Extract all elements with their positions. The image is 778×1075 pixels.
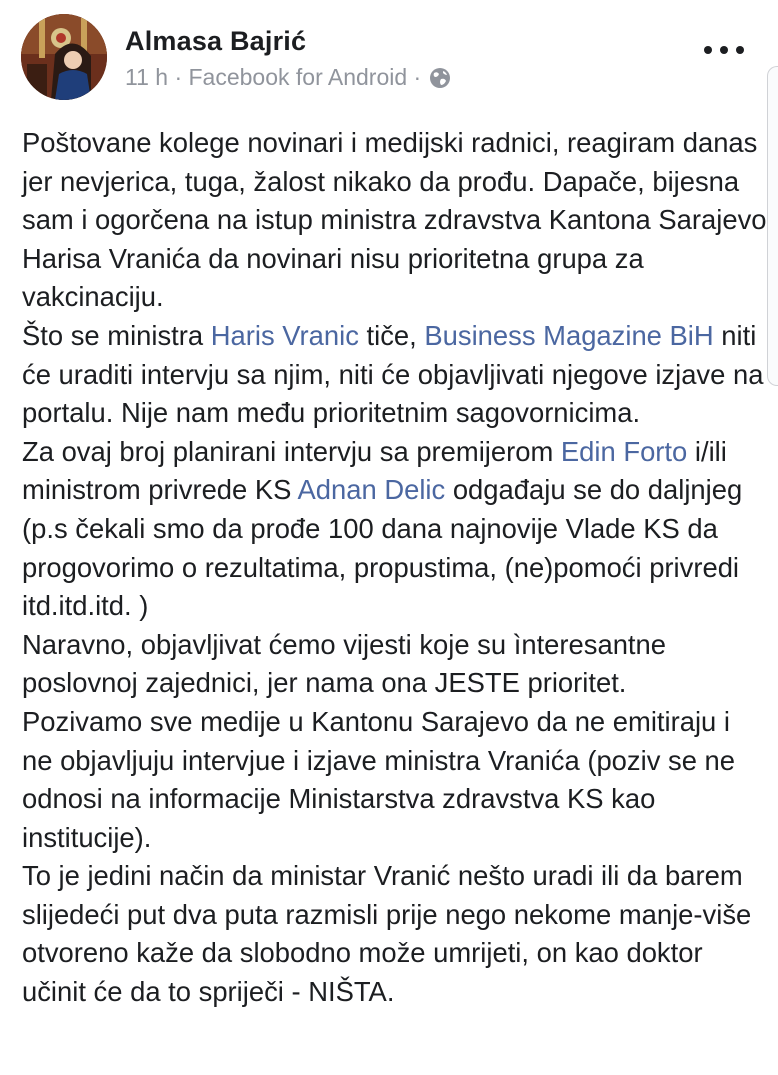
post-body	[22, 124, 767, 1012]
post-text: odgađaju se do daljnjeg (p.s čekali smo da prođe 100 dana najnovije Vlade KS da progovorimo o rezultatima, propustima, (ne)pomoći privredi itd.itd.itd. )	[22, 474, 743, 622]
avatar-image	[21, 14, 107, 100]
mention-link[interactable]: Edin Forto	[560, 435, 688, 467]
post-text: Naravno, objavljivat ćemo vijesti koje su ìnteresantne poslovnoj zajednici, jer nama ona JESTE prioritet.	[22, 628, 667, 699]
post-text: To je jedini način da ministar Vranić nešto uradi ili da barem slijedeći put dva puta razmisli prije nego nekome manje-više otvoreno kaže da slobodno može umrijeti, on kao doktor učinit će da to spriječi - NIŠTA.	[22, 860, 752, 1008]
post-meta-text[interactable]: 11 h · Facebook for Android ·	[125, 64, 422, 90]
dot	[720, 46, 728, 54]
more-options-icon[interactable]	[700, 42, 748, 58]
post-text: Za ovaj broj planirani intervju sa premijerom	[22, 435, 561, 467]
post-paragraph	[22, 703, 767, 857]
dot	[736, 46, 744, 54]
post-text: niti će uraditi intervju sa njim, niti će objavljivati njegove izjave na portalu. Nije nam među prioritetnim sagovornicima.	[22, 319, 764, 429]
mention-link[interactable]: Haris Vranic	[210, 319, 359, 351]
post-paragraph	[22, 857, 767, 1011]
globe-icon[interactable]	[429, 67, 451, 89]
post-text: Pozivamo sve medije u Kantonu Sarajevo da ne emitiraju i ne objavljuju intervjue i izjave ministra Vranića (poziv se ne odnosi na informacije Ministarstva zdravstva KS kao institucije).	[22, 705, 735, 853]
mention-link[interactable]: Business Magazine BiH	[424, 319, 714, 351]
post-text: tiče,	[358, 319, 425, 351]
scroll-edge	[767, 66, 778, 386]
post-text: Što se ministra	[22, 319, 211, 351]
dot	[704, 46, 712, 54]
post-paragraph	[22, 626, 767, 703]
post-text: Poštovane kolege novinari i medijski radnici, reagiram danas jer nevjerica, tuga, žalost nikako da prođu. Dapače, bijesna sam i ogorčena na istup ministra zdravstva Kantona Sarajevo Harisa Vranića da novinari nisu prioritetna grupa za vakcinaciju.	[22, 127, 767, 313]
author-name[interactable]: Almasa Bajrić	[125, 26, 307, 56]
post-header	[0, 0, 778, 110]
post-meta	[125, 64, 451, 91]
post-paragraph	[22, 317, 767, 433]
avatar[interactable]	[21, 14, 107, 100]
post-paragraph	[22, 124, 767, 317]
post-paragraph	[22, 433, 767, 626]
mention-link[interactable]: Adnan Delic	[297, 474, 446, 506]
post-text: i/ili ministrom privrede KS	[22, 435, 727, 506]
